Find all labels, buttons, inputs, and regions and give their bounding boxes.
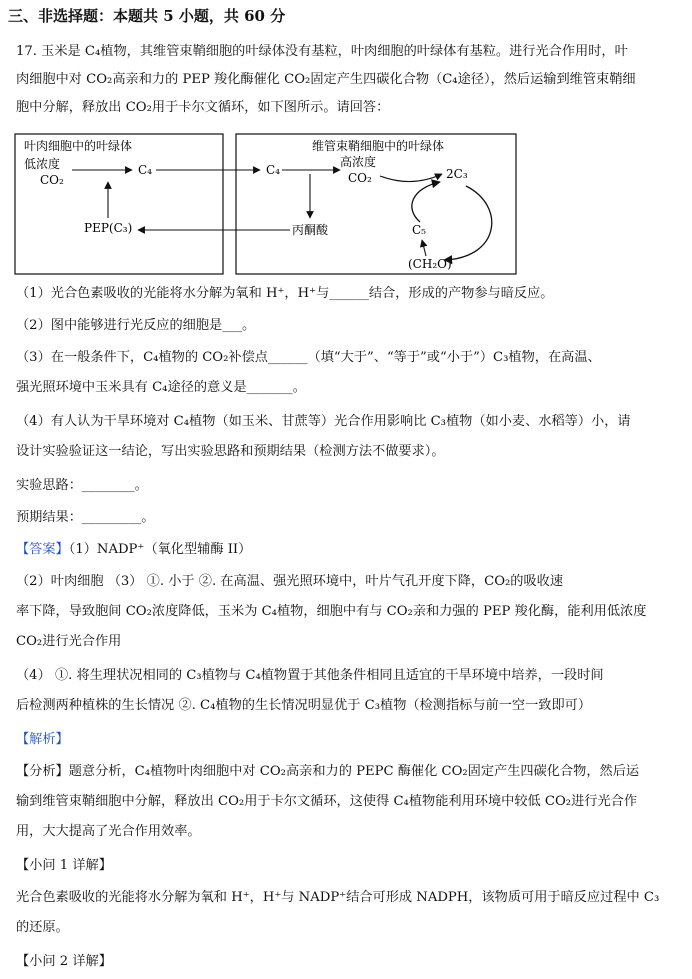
analysis-line: 的还原。 [16, 920, 69, 935]
sub-question-2: （2）图中能够进行光反应的细胞是___。 [16, 318, 256, 333]
analysis-tag: 【解析】 [16, 732, 69, 747]
left-co2-label: CO₂ [40, 173, 64, 187]
answer-line: 率下降，导致胞间 CO₂浓度降低，玉米为 C₄植物，细胞中有与 CO₂亲和力强的 PEP 羧化酶，能利用低浓度 [16, 604, 647, 619]
answer-line: （2）叶肉细胞 （3） ①. 小于 ②. 在高温、强光照环境中，叶片气孔开度下降，CO₂的吸收速 [16, 574, 564, 589]
expected-result-line: 预期结果：_________。 [16, 510, 155, 525]
sub-question-3-line: 强光照环境中玉米具有 C₄途径的意义是_______。 [16, 380, 306, 395]
calvin-arc-2c3-to-ch2o [444, 186, 492, 260]
question-text-line: 肉细胞中对 CO₂高亲和力的 PEP 羧化酶催化 CO₂固定产生四碳化合物（C₄途径），然后运输到维管束鞘细 [16, 72, 636, 87]
pyruvate-label: 丙酮酸 [292, 223, 329, 237]
sub-question-2-detail-heading: 【小问 2 详解】 [16, 954, 112, 969]
analysis-line: 用，大大提高了光合作用效率。 [16, 824, 201, 839]
right-box-title: 维管束鞘细胞中的叶绿体 [312, 139, 445, 153]
answer-line: 后检测两种植株的生长情况 ②. C₄植物的生长情况明显优于 C₃植物（检测指标与前一空一致即可） [16, 698, 592, 713]
answer-1: （1）NADP⁺（氧化型辅酶 II） [68, 542, 252, 557]
mesophyll-chloroplast-box [15, 134, 223, 274]
left-box-title: 叶肉细胞中的叶绿体 [24, 139, 133, 153]
answer-line: CO₂进行光合作用 [16, 634, 122, 649]
analysis-line: 【分析】题意分析，C₄植物叶肉细胞中对 CO₂高亲和力的 PEPC 酶催化 CO₂固定产生四碳化合物，然后运 [16, 764, 640, 779]
sub-question-1: （1）光合色素吸收的光能将水分解为氧和 H⁺，H⁺与______结合，形成的产物参与暗反应。 [16, 286, 554, 301]
question-text-line: 17. 玉米是 C₄植物，其维管束鞘细胞的叶绿体没有基粒，叶肉细胞的叶绿体有基粒。进行光合作用时，叶 [16, 44, 628, 59]
arrow-co2-to-2c3 [380, 174, 442, 182]
sub-question-4-line: （4）有人认为干旱环境对 C₄植物（如玉米、甘蔗等）光合作用影响比 C₃植物（如小麦、水稻等）小，请 [16, 414, 631, 429]
section-title: 三、非选择题：本题共 5 小题，共 60 分 [8, 7, 286, 25]
analysis-line: 光合色素吸收的光能将水分解为氧和 H⁺，H⁺与 NADP⁺结合可形成 NADPH，该物质可用于暗反应过程中 C₃ [16, 890, 660, 905]
pep-label: PEP(C₃) [84, 221, 133, 235]
c4-pathway-diagram [14, 126, 518, 276]
question-text-line: 胞中分解，释放出 CO₂用于卡尔文循环，如下图所示。请回答： [16, 100, 390, 115]
right-co2-label: CO₂ [348, 171, 372, 185]
answer-tag: 【答案】 [16, 542, 69, 557]
answer-line: （4） ①. 将生理状况相同的 C₃植物与 C₄植物置于其他条件相同且适宜的干旱环境中培养，一段时间 [16, 668, 604, 683]
sub-question-3-line: （3）在一般条件下，C₄植物的 CO₂补偿点______（填“大于”、“等于”或“小于”）C₃植物，在高温、 [16, 350, 601, 365]
sub-question-4-line: 设计实验验证这一结论，写出实验思路和预期结果（检测方法不做要求）。 [16, 444, 445, 459]
answer-first-line [16, 540, 680, 560]
experiment-idea-line: 实验思路：________。 [16, 478, 148, 493]
right-c4-label: C₄ [266, 163, 280, 177]
left-c4-label: C₄ [138, 163, 152, 177]
ch2o-label: (CH₂O) [408, 257, 452, 271]
sub-question-1-detail-heading: 【小问 1 详解】 [16, 858, 112, 873]
arrow-ch2o-to-c5 [422, 240, 426, 256]
right-high-conc-label: 高浓度 [340, 155, 377, 169]
analysis-line: 输到维管束鞘细胞中分解，释放出 CO₂用于卡尔文循环，这使得 C₄植物能利用环境中较低 CO₂进行光合作 [16, 794, 638, 809]
two-c3-label: 2C₃ [446, 167, 468, 181]
calvin-arc-c5-to-2c3 [412, 182, 440, 222]
left-low-conc-label: 低浓度 [24, 157, 61, 171]
c5-label: C₅ [412, 223, 426, 237]
